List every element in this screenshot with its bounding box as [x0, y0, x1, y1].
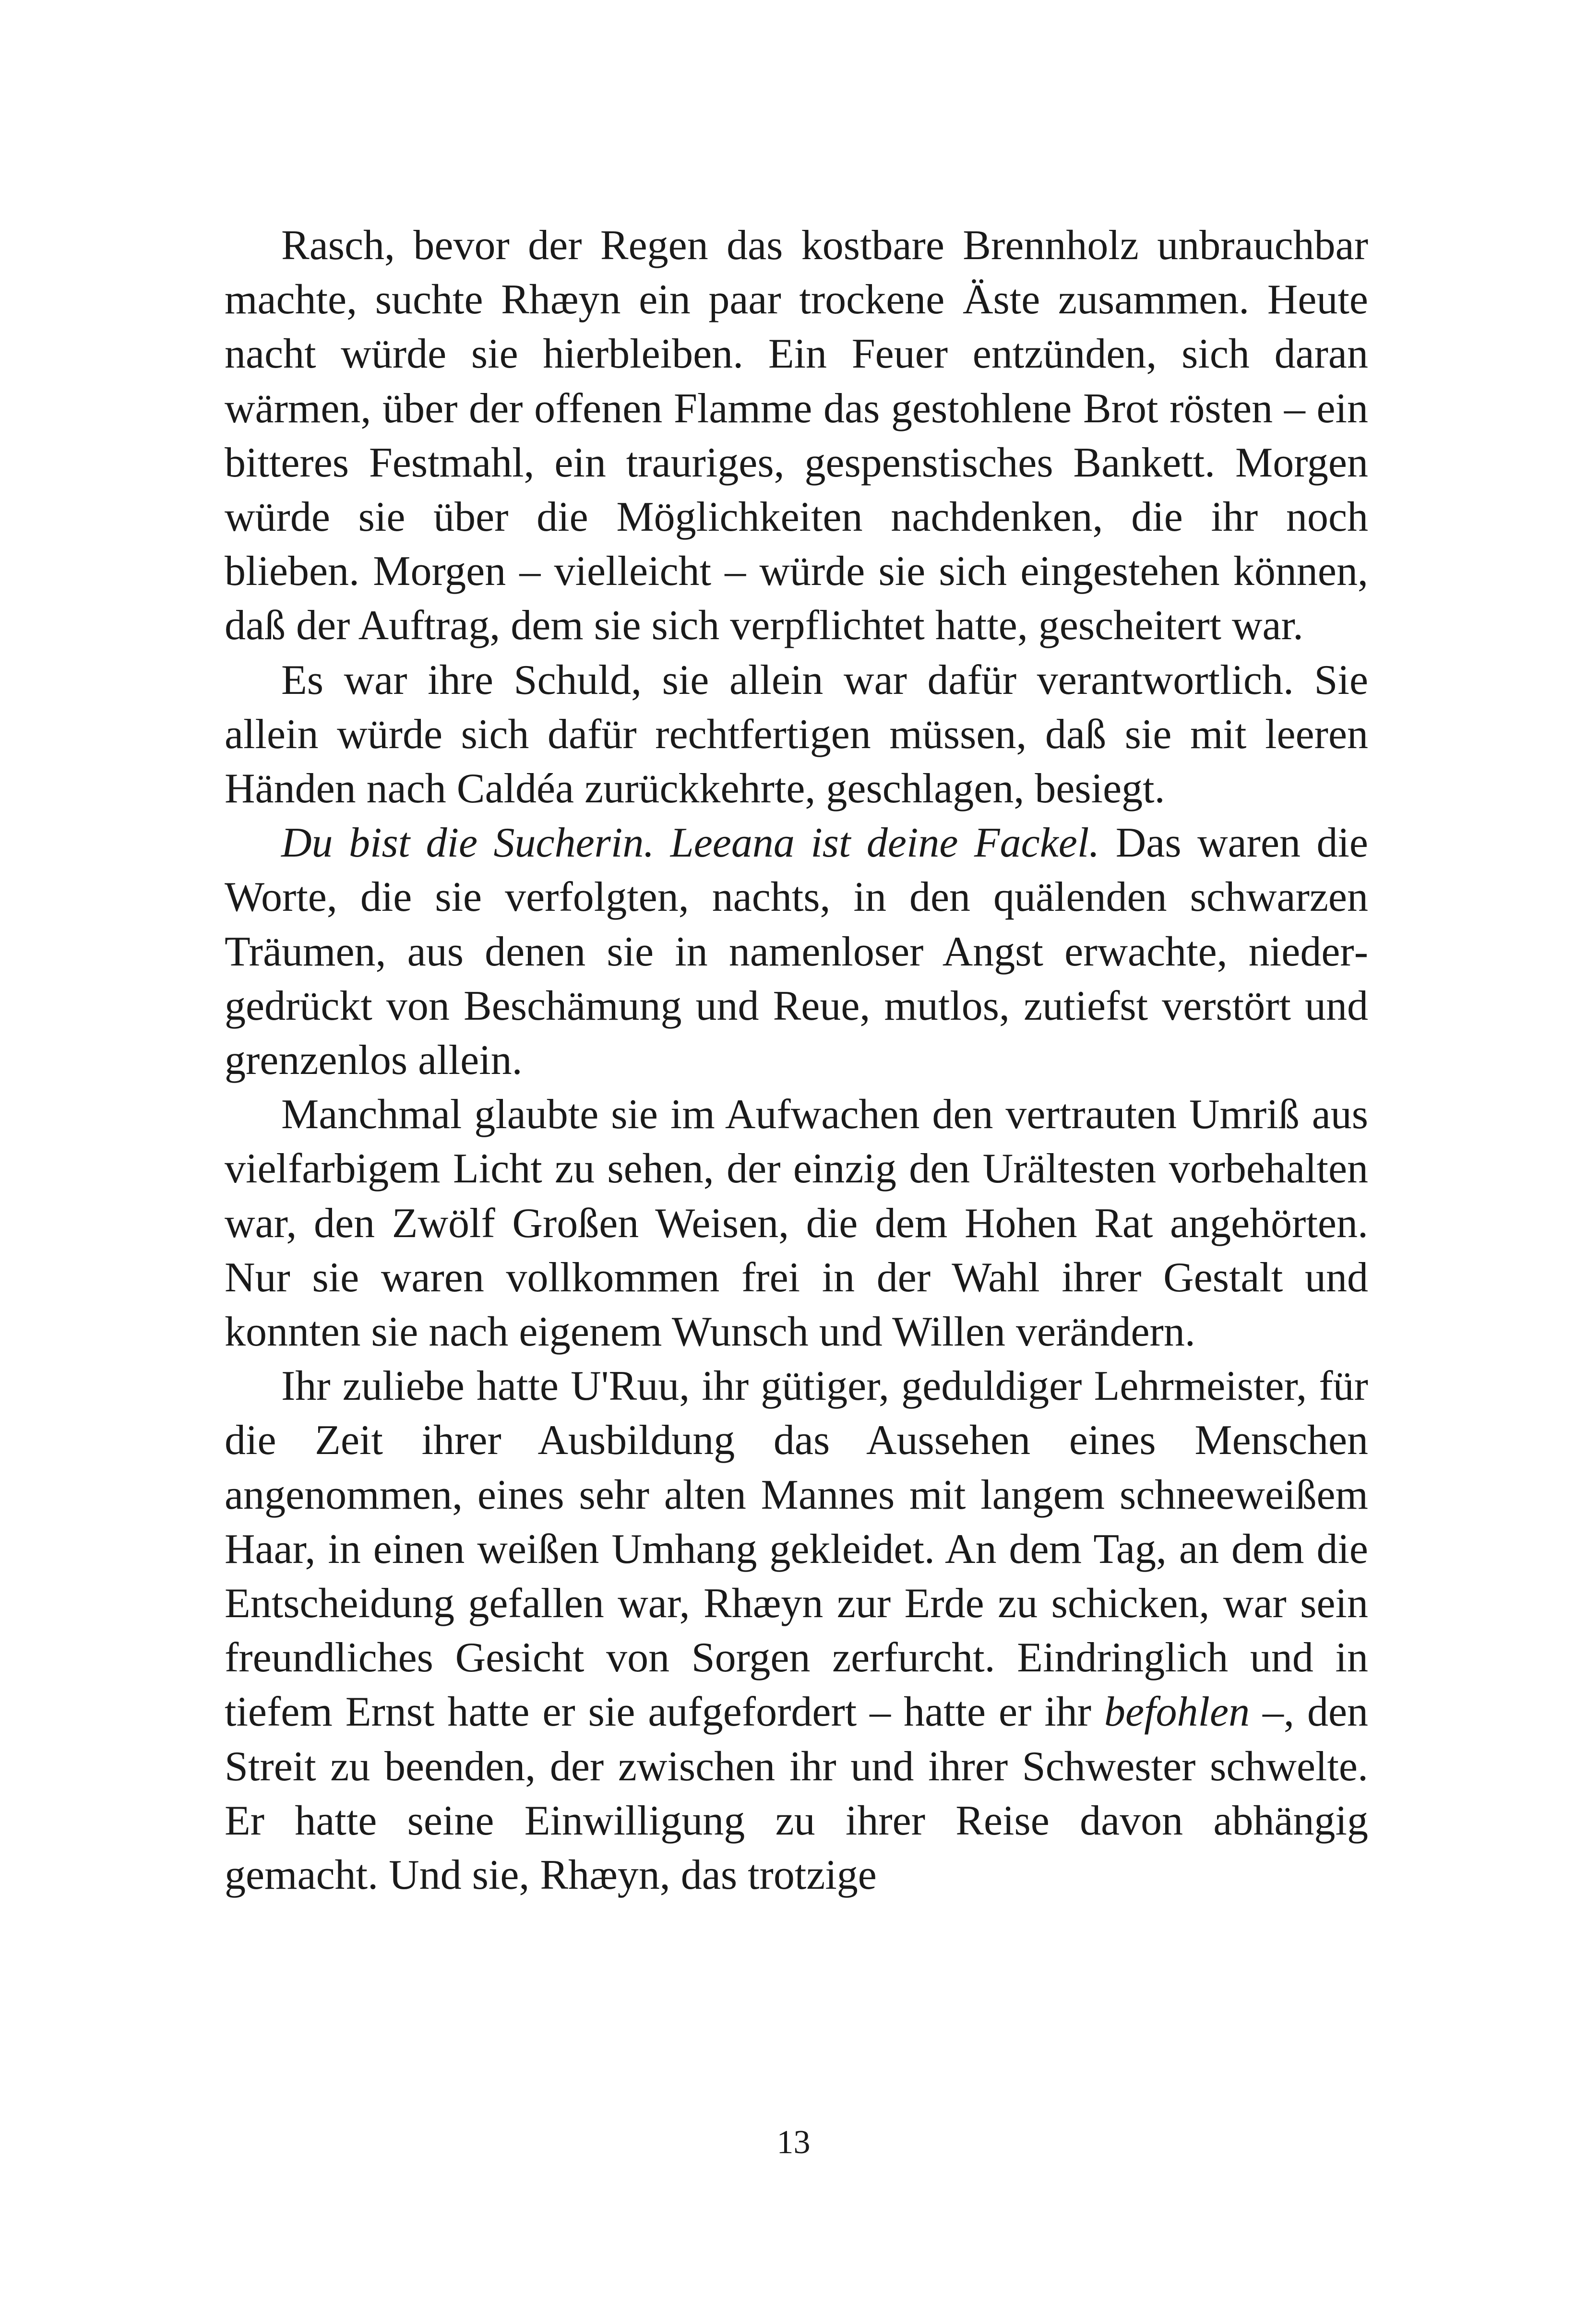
italic-text-run: Du bist die Sucherin. Leeana ist deine Fackel. — [281, 820, 1100, 867]
paragraph — [225, 1087, 1368, 1359]
paragraph — [225, 653, 1368, 816]
text-run: Manchmal glaubte sie im Aufwachen den vertrauten Umriß aus vielfarbigem Licht zu sehen, der einzig den Urältesten vorbehalten war, den Zwölf Großen Weisen, die dem Hohen Rat angehörten. Nur sie waren vollkommen frei in der Wahl ihrer Gestalt und konnten sie nach eigenem Wunsch und Willen verändern. — [225, 1091, 1368, 1356]
text-run: –, den Streit zu beenden, der zwischen ihr und ihrer Schwester schwelte. Er hatte seine Einwilligung zu ihrer Reise davon abhängig gemacht. Und sie, Rhæyn, das trotzige — [225, 1689, 1369, 1899]
text-run: Das waren die Worte, die sie verfolgten, nachts, in den quälenden schwarzen Träumen, aus denen sie in namenloser Angst erwachte, niedergedrückt von Beschämung und Reue, mutlos, zutiefst verstört und grenzenlos allein. — [225, 820, 1368, 1084]
text-run: Ihr zuliebe hatte U'Ruu, ihr gütiger, geduldiger Lehrmeister, für die Zeit ihrer Ausbildung das Aussehen eines Menschen angenommen, eines sehr alten Mannes mit langem schneeweißem Haar, in einen weißen Umhang gekleidet. An dem Tag, an dem die Entscheidung gefallen war, Rhæyn zur Erde zu schicken, war sein freundliches Gesicht von Sorgen zerfurcht. Eindringlich und in tiefem Ernst hatte er sie aufgefordert – hatte er ihr — [225, 1363, 1368, 1736]
paragraph — [225, 218, 1368, 653]
text-run: Rasch, bevor der Regen das kostbare Brennholz unbrauchbar machte, suchte Rhæyn ein paar trockene Äste zusammen. Heute nacht würde sie hierbleiben. Ein Feuer entzünden, sich daran wärmen, über der offenen Flamme das gestohlene Brot rösten – ein bitteres Festmahl, ein trauriges, gespenstisches Bankett. Morgen würde sie über die Möglichkeiten nachdenken, die ihr noch blieben. Morgen – vielleicht – würde sie sich eingestehen können, daß der Auftrag, dem sie sich verpflichtet hatte, gescheitert war. — [225, 222, 1368, 649]
body-text — [225, 218, 1368, 1902]
paragraph — [225, 1359, 1368, 1902]
page-number: 13 — [776, 2124, 811, 2161]
italic-text-run: befohlen — [1104, 1689, 1250, 1736]
text-run: Es war ihre Schuld, sie allein war dafür verantwortlich. Sie allein würde sich dafür rechtfertigen müssen, daß sie mit leeren Händen nach Caldéa zurückkehrte, geschlagen, besiegt. — [225, 656, 1368, 812]
paragraph — [225, 816, 1368, 1087]
